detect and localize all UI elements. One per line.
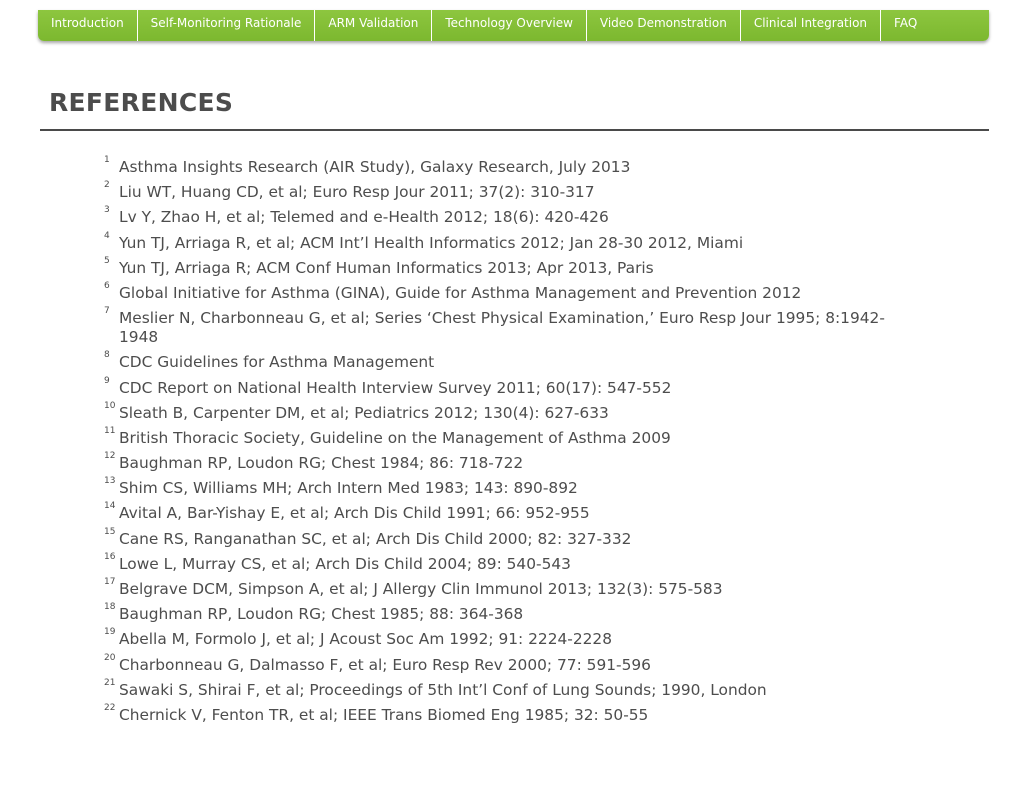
reference-item <box>104 205 924 227</box>
reference-text: Baughman RP, Loudon RG; Chest 1985; 88: 364-368 <box>119 605 524 624</box>
reference-item <box>104 280 924 303</box>
reference-text: Yun TJ, Arriaga R; ACM Conf Human Informatics 2013; Apr 2013, Paris <box>119 258 654 277</box>
reference-item <box>104 577 924 599</box>
tab-video-demonstration[interactable]: Video Demonstration <box>587 10 741 41</box>
reference-text: Liu WT, Huang CD, et al; Euro Resp Jour 2011; 37(2): 310-317 <box>119 183 595 202</box>
reference-number: 7 <box>104 306 110 317</box>
reference-item <box>104 526 924 549</box>
reference-item <box>104 602 924 624</box>
reference-item <box>104 375 924 398</box>
tab-introduction[interactable]: Introduction <box>38 10 138 41</box>
reference-item <box>104 702 924 725</box>
reference-text: Belgrave DCM, Simpson A, et al; J Allergy Clin Immunol 2013; 132(3): 575-583 <box>119 580 723 598</box>
reference-number: 6 <box>104 280 110 291</box>
reference-number: 8 <box>104 350 110 361</box>
reference-item <box>104 677 924 700</box>
reference-number: 18 <box>104 602 116 613</box>
reference-number: 12 <box>104 451 116 462</box>
tab-technology-overview[interactable]: Technology Overview <box>432 10 587 41</box>
reference-item <box>104 180 924 202</box>
reference-item <box>104 155 924 177</box>
reference-number: 15 <box>104 526 116 537</box>
reference-text: Baughman RP, Loudon RG; Chest 1984; 86: 718-722 <box>119 454 524 473</box>
tab-arm-validation[interactable]: ARM Validation <box>315 10 432 41</box>
reference-number: 2 <box>104 180 110 191</box>
reference-text: Charbonneau G, Dalmasso F, et al; Euro Resp Rev 2000; 77: 591-596 <box>119 655 651 674</box>
reference-text: Sawaki S, Shirai F, et al; Proceedings of 5th Int’l Conf of Lung Sounds; 1990, London <box>119 680 767 699</box>
reference-text: Lv Y, Zhao H, et al; Telemed and e-Health 2012; 18(6): 420-426 <box>119 208 609 227</box>
reference-number: 11 <box>104 425 116 436</box>
tab-clinical-integration[interactable]: Clinical Integration <box>741 10 881 41</box>
reference-number: 4 <box>104 230 110 241</box>
reference-item <box>104 501 924 523</box>
tab-faq[interactable]: FAQ <box>894 16 918 30</box>
reference-number: 10 <box>104 400 116 411</box>
reference-item <box>104 476 924 498</box>
reference-text: CDC Report on National Health Interview Survey 2011; 60(17): 547-552 <box>119 378 672 397</box>
reference-text: Sleath B, Carpenter DM, et al; Pediatrics 2012; 130(4): 627-633 <box>119 403 609 422</box>
reference-number: 22 <box>104 702 116 713</box>
reference-list <box>104 155 924 731</box>
reference-text: Lowe L, Murray CS, et al; Arch Dis Child 2004; 89: 540-543 <box>119 554 571 573</box>
reference-number: 1 <box>104 155 110 165</box>
reference-text: Yun TJ, Arriaga R, et al; ACM Int’l Health Informatics 2012; Jan 28-30 2012, Miami <box>119 233 744 252</box>
reference-number: 17 <box>104 577 116 587</box>
reference-item <box>104 400 924 423</box>
reference-number: 13 <box>104 476 116 487</box>
reference-text: Shim CS, Williams MH; Arch Intern Med 1983; 143: 890-892 <box>119 479 578 498</box>
reference-item <box>104 652 924 675</box>
reference-number: 20 <box>104 652 116 663</box>
reference-text: British Thoracic Society, Guideline on the Management of Asthma 2009 <box>119 428 671 447</box>
reference-text: Asthma Insights Research (AIR Study), Galaxy Research, July 2013 <box>119 158 631 176</box>
reference-text: Cane RS, Ranganathan SC, et al; Arch Dis Child 2000; 82: 327-332 <box>119 529 632 548</box>
reference-item <box>104 230 924 253</box>
reference-number: 5 <box>104 255 110 266</box>
reference-number: 9 <box>104 375 110 386</box>
reference-item <box>104 451 924 473</box>
reference-text: Global Initiative for Asthma (GINA), Guide for Asthma Management and Prevention 2012 <box>119 283 802 302</box>
reference-text: Avital A, Bar-Yishay E, et al; Arch Dis Child 1991; 66: 952-955 <box>119 504 590 523</box>
reference-text: Abella M, Formolo J, et al; J Acoust Soc Am 1992; 91: 2224-2228 <box>119 630 612 649</box>
reference-item <box>104 551 924 574</box>
reference-item <box>104 627 924 649</box>
reference-number: 16 <box>104 551 116 562</box>
reference-text: Meslier N, Charbonneau G, et al; Series ‘Chest Physical Examination,’ Euro Resp Jour 1995; 8:1942-1948 <box>119 309 885 347</box>
reference-item <box>104 425 924 448</box>
reference-item <box>104 306 924 347</box>
reference-item <box>104 255 924 278</box>
tab-self-monitoring-rationale[interactable]: Self-Monitoring Rationale <box>138 10 316 41</box>
top-nav-bar <box>38 10 989 41</box>
reference-number: 3 <box>104 205 110 216</box>
reference-number: 19 <box>104 627 116 638</box>
reference-number: 21 <box>104 677 116 688</box>
reference-text: Chernick V, Fenton TR, et al; IEEE Trans Biomed Eng 1985; 32: 50-55 <box>119 705 649 724</box>
reference-item <box>104 350 924 372</box>
reference-number: 14 <box>104 501 116 512</box>
reference-text: CDC Guidelines for Asthma Management <box>119 353 435 372</box>
page-title: REFERENCES <box>49 88 234 117</box>
title-divider <box>40 129 989 131</box>
